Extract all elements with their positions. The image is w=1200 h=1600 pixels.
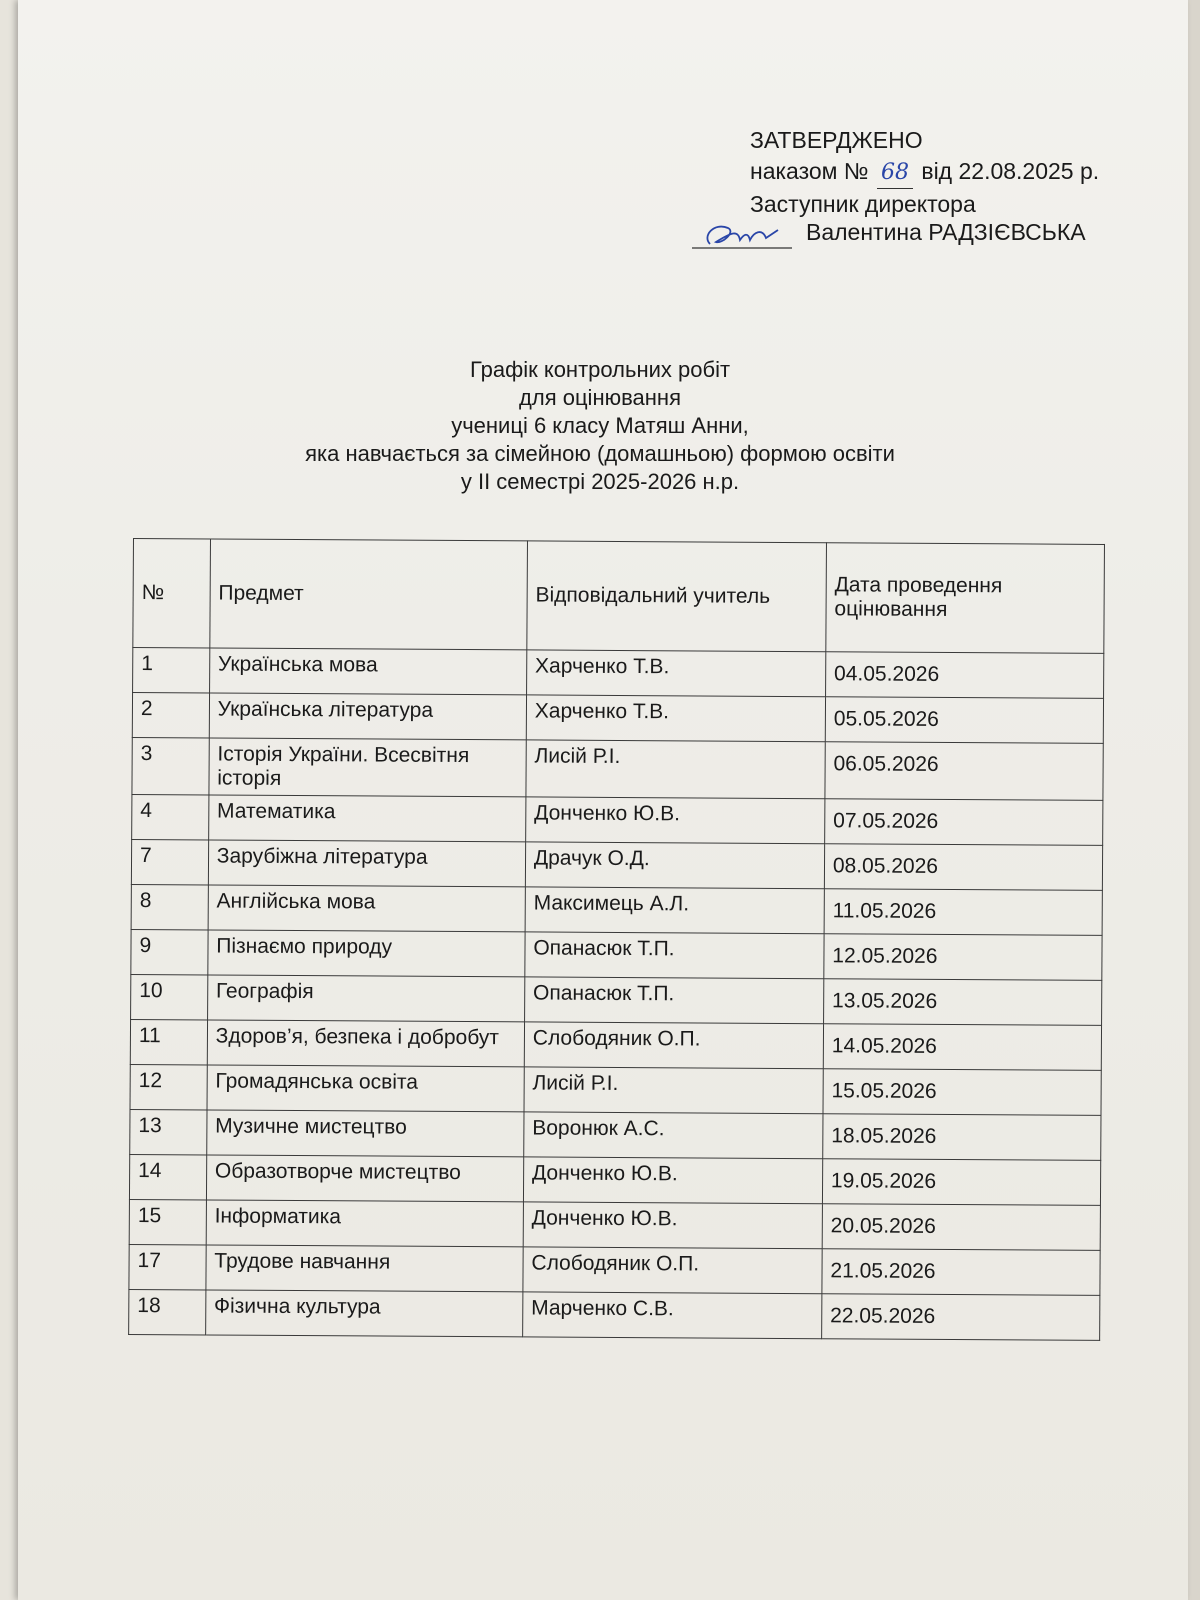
cell-date: 14.05.2026: [823, 1024, 1101, 1071]
approval-order-line: [750, 156, 1099, 189]
order-number-handwritten: 68: [877, 157, 913, 189]
title-line-3: учениці 6 класу Матяш Анни,: [451, 413, 749, 438]
cell-date: 05.05.2026: [825, 697, 1103, 744]
approval-block: [750, 125, 1099, 220]
cell-subject: Математика: [208, 795, 525, 842]
cell-number: 3: [132, 737, 209, 794]
cell-teacher: Марченко С.В.: [522, 1292, 821, 1339]
cell-teacher: Донченко Ю.В.: [526, 797, 825, 844]
assessment-schedule-table: [128, 538, 1105, 1341]
table-row: [131, 884, 1102, 935]
title-line-5: у ІІ семестрі 2025-2026 н.р.: [460, 469, 740, 494]
cell-subject: Інформатика: [206, 1200, 523, 1247]
cell-subject: Музичне мистецтво: [206, 1110, 523, 1157]
cell-number: 14: [129, 1154, 206, 1199]
cell-date: 19.05.2026: [822, 1159, 1100, 1206]
cell-date: 04.05.2026: [825, 652, 1103, 699]
title-line-1: Графік контрольних робіт: [469, 357, 731, 382]
cell-subject: Історія України. Всесвітня історія: [209, 738, 526, 797]
table-row: [132, 737, 1103, 800]
cell-number: 9: [131, 929, 208, 974]
cell-teacher: Слободяник О.П.: [524, 1022, 823, 1069]
cell-date: 07.05.2026: [825, 799, 1103, 846]
cell-subject: Трудове навчання: [206, 1245, 523, 1292]
cell-teacher: Опанасюк Т.П.: [525, 932, 824, 979]
order-prefix: наказом №: [750, 158, 869, 184]
cell-teacher: Опанасюк Т.П.: [524, 977, 823, 1024]
cell-date: 18.05.2026: [823, 1114, 1101, 1161]
table-row: [133, 648, 1104, 699]
cell-number: 8: [131, 884, 208, 929]
table-row: [129, 1289, 1100, 1340]
cell-teacher: Харченко Т.В.: [526, 695, 825, 742]
cell-number: 15: [129, 1199, 206, 1244]
header-teacher: Відповідальний учитель: [527, 541, 827, 652]
cell-number: 18: [129, 1289, 206, 1334]
approver-position: Заступник директора: [750, 191, 976, 217]
cell-number: 4: [132, 794, 209, 839]
cell-date: 20.05.2026: [822, 1204, 1100, 1251]
cell-teacher: Лисій Р.І.: [524, 1067, 823, 1114]
cell-date: 15.05.2026: [823, 1069, 1101, 1116]
table-row: [129, 1199, 1100, 1250]
cell-teacher: Харченко Т.В.: [526, 650, 825, 697]
header-subject: Предмет: [210, 539, 528, 650]
cell-number: 13: [130, 1109, 207, 1154]
cell-number: 10: [131, 974, 208, 1019]
cell-subject: Здоров’я, безпека і добробут: [207, 1020, 524, 1067]
cell-teacher: Донченко Ю.В.: [523, 1157, 822, 1204]
cell-teacher: Воронюк А.С.: [524, 1112, 823, 1159]
cell-date: 22.05.2026: [822, 1294, 1100, 1341]
cell-teacher: Драчук О.Д.: [525, 842, 824, 889]
cell-subject: Громадянська освіта: [207, 1065, 524, 1112]
table-row: [132, 693, 1103, 744]
cell-subject: Зарубіжна література: [208, 840, 525, 887]
table-row: [130, 1109, 1101, 1160]
order-date: від 22.08.2025 р.: [921, 158, 1100, 184]
table-row: [129, 1244, 1100, 1295]
cell-date: 13.05.2026: [823, 979, 1101, 1026]
table-row: [131, 839, 1102, 890]
cell-teacher: Слободяник О.П.: [523, 1247, 822, 1294]
cell-teacher: Максимець А.Л.: [525, 887, 824, 934]
cell-date: 21.05.2026: [822, 1249, 1100, 1296]
cell-date: 06.05.2026: [825, 742, 1103, 801]
cell-subject: Географія: [207, 975, 524, 1022]
cell-number: 12: [130, 1064, 207, 1109]
title-line-2: для оцінювання: [519, 385, 681, 410]
cell-date: 11.05.2026: [824, 889, 1102, 936]
signer-name: Валентина РАДЗІЄВСЬКА: [806, 219, 1086, 245]
cell-subject: Українська мова: [209, 648, 526, 695]
document-title: [230, 356, 970, 496]
cell-teacher: Донченко Ю.В.: [523, 1202, 822, 1249]
header-number: №: [133, 539, 210, 648]
cell-subject: Фізична культура: [205, 1290, 522, 1337]
cell-subject: Англійська мова: [208, 885, 525, 932]
table-row: [130, 1019, 1101, 1070]
header-date: Дата проведення оцінювання: [826, 543, 1105, 654]
table-row: [130, 1064, 1101, 1115]
approval-heading: ЗАТВЕРДЖЕНО: [750, 127, 923, 153]
table-row: [131, 974, 1102, 1025]
cell-date: 08.05.2026: [824, 844, 1102, 891]
cell-number: 17: [129, 1244, 206, 1289]
cell-date: 12.05.2026: [824, 934, 1102, 981]
cell-subject: Українська література: [209, 693, 526, 740]
cell-subject: Образотворче мистецтво: [206, 1155, 523, 1202]
cell-number: 2: [132, 693, 209, 738]
table-row: [129, 1154, 1100, 1205]
table-row: [132, 794, 1103, 845]
cell-number: 7: [131, 839, 208, 884]
page-edge-background: [0, 0, 18, 1600]
table-header-row: [133, 539, 1105, 654]
table-row: [131, 929, 1102, 980]
cell-teacher: Лисій Р.І.: [526, 740, 825, 799]
signature-image: [692, 218, 792, 252]
cell-number: 11: [130, 1019, 207, 1064]
cell-subject: Пізнаємо природу: [208, 930, 525, 977]
cell-number: 1: [133, 648, 210, 693]
title-line-4: яка навчається за сімейною (домашньою) формою освіти: [305, 441, 895, 466]
